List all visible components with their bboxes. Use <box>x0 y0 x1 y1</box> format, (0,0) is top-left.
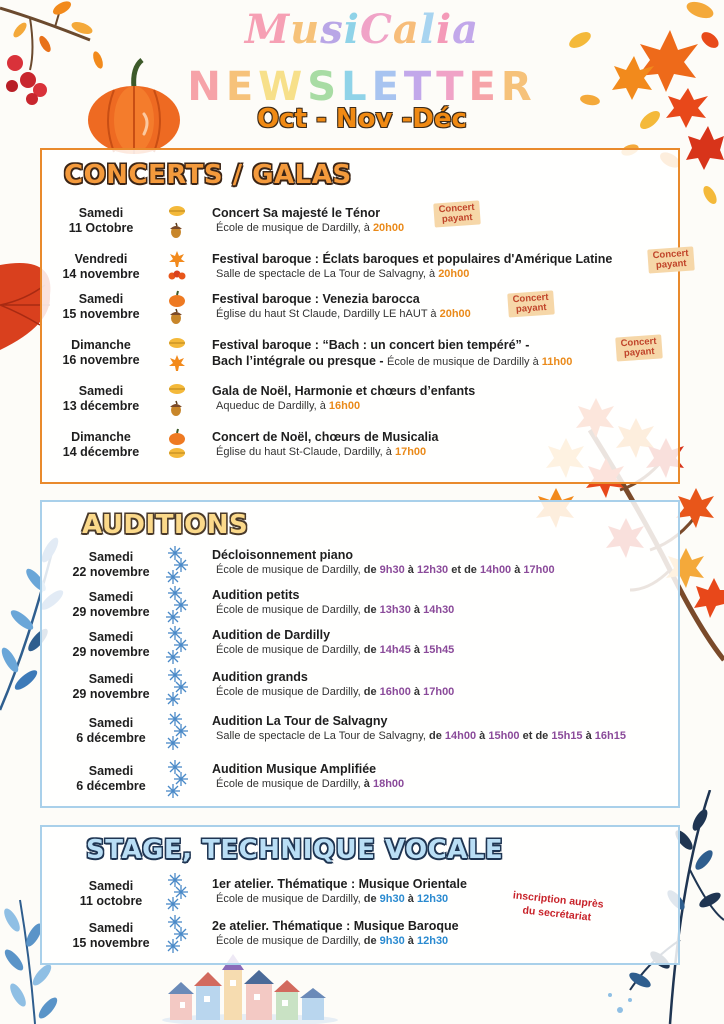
event-date <box>52 630 170 660</box>
event-title: Festival baroque : Venezia barocca <box>212 292 420 306</box>
event-day: Samedi <box>88 764 134 778</box>
event-date <box>52 550 170 580</box>
newsletter-letter: N <box>187 64 226 110</box>
event-day-date: 16 novembre <box>62 353 140 367</box>
event-title: Audition grands <box>212 670 308 684</box>
event-place: École de musique de Dardilly à <box>387 356 542 368</box>
newsletter-letter: R <box>500 64 537 110</box>
event-day: Dimanche <box>71 338 131 352</box>
event-day-date: 14 novembre <box>62 267 140 281</box>
event-location <box>216 446 426 458</box>
brand-letter: l <box>419 6 436 53</box>
event-place: École de musique de Dardilly, <box>216 893 364 905</box>
schedule-connector: de <box>429 730 445 742</box>
brand-letter: a <box>452 6 480 53</box>
event-title: 2e atelier. Thématique : Musique Baroque <box>212 919 459 933</box>
schedule-time: 17h00 <box>523 564 555 576</box>
event-place: École de musique de Dardilly, <box>216 778 364 790</box>
event-title: Concert Sa majesté le Ténor <box>212 206 381 220</box>
brand-letter: s <box>320 6 344 53</box>
newsletter-letter: W <box>258 64 308 110</box>
event-place: École de musique de Dardilly, à <box>216 222 373 234</box>
event-date <box>42 252 160 282</box>
brand-logo <box>0 6 724 53</box>
event-day: Samedi <box>88 630 134 644</box>
schedule-connector: à <box>476 730 489 742</box>
event-date <box>42 384 160 414</box>
schedule-connector: à <box>410 644 424 656</box>
event-location <box>216 778 404 790</box>
event-day-date: 13 décembre <box>62 399 140 413</box>
event-date <box>52 716 170 746</box>
event-date <box>52 764 170 794</box>
schedule-connector: à <box>363 778 373 790</box>
event-day: Vendredi <box>74 252 128 266</box>
schedule-time: 12h30 <box>416 935 449 947</box>
event-date <box>52 879 170 909</box>
event-location <box>216 935 448 947</box>
event-time: 20h00 <box>439 308 471 320</box>
event-day: Samedi <box>88 921 134 935</box>
brand-letter: i <box>343 6 360 53</box>
event-location <box>216 644 454 656</box>
event-date <box>42 430 160 460</box>
schedule-connector: de <box>363 564 380 576</box>
newsletter-letter: E <box>468 64 501 110</box>
leaf-icon <box>168 382 186 401</box>
schedule-time: 18h00 <box>372 778 405 790</box>
schedule-time: 16h00 <box>379 686 411 698</box>
schedule-connector: à <box>511 564 524 576</box>
event-place: École de musique de Dardilly, <box>216 564 364 576</box>
newsletter-letter: T <box>403 64 437 110</box>
event-day: Samedi <box>88 716 134 730</box>
event-place: Aqueduc de Dardilly, à <box>216 400 329 412</box>
event-day-date: 29 novembre <box>72 687 150 701</box>
acorn-icon <box>168 308 184 329</box>
schedule-time: 12h30 <box>416 564 449 576</box>
schedule-time: 14h00 <box>444 730 477 742</box>
event-date <box>52 672 170 702</box>
event-location <box>216 604 454 616</box>
event-date <box>42 338 160 368</box>
event-title: Festival baroque : “Bach : un concert bien tempéré” - <box>212 338 530 352</box>
event-day-date: 6 décembre <box>76 731 146 745</box>
event-place: Salle de spectacle de La Tour de Salvagny, <box>216 730 430 742</box>
event-place: École de musique de Dardilly, <box>216 935 364 947</box>
event-location <box>216 268 469 280</box>
snowflake-icon <box>166 692 180 711</box>
event-title: Audition de Dardilly <box>212 628 331 642</box>
paid-concert-badge: Concert payant <box>647 246 694 273</box>
schedule-connector: de <box>363 935 380 947</box>
schedule-connector: à <box>410 686 424 698</box>
event-location <box>212 354 572 368</box>
event-place: École de musique de Dardilly, <box>216 686 364 698</box>
event-day: Samedi <box>78 292 124 306</box>
stage-section <box>40 825 680 965</box>
acorn-icon <box>168 222 184 243</box>
event-day: Samedi <box>78 206 124 220</box>
event-day: Samedi <box>88 550 134 564</box>
event-title: Décloisonnement piano <box>212 548 353 562</box>
event-day-date: 15 novembre <box>72 936 150 950</box>
event-place: Église du haut St-Claude, Dardilly, à <box>216 446 395 458</box>
event-day-date: 11 Octobre <box>68 221 134 235</box>
schedule-time: 17h00 <box>423 686 455 698</box>
paid-concert-badge: Concert payant <box>433 200 480 227</box>
berries-icon <box>168 268 186 286</box>
event-day: Samedi <box>78 384 124 398</box>
schedule-connector: à <box>582 730 595 742</box>
schedule-time: 9h30 <box>379 893 405 905</box>
event-title: Festival baroque : Éclats baroques et populaires d'Amérique Latine <box>212 252 613 266</box>
leaf-icon <box>168 204 186 223</box>
event-day-date: 15 novembre <box>62 307 140 321</box>
event-title: Audition La Tour de Salvagny <box>212 714 388 728</box>
event-day: Samedi <box>88 672 134 686</box>
auditions-title: AUDITIONS <box>82 510 249 540</box>
event-title-line2: Bach l’intégrale ou presque - <box>212 354 388 368</box>
schedule-time: 14h30 <box>423 604 455 616</box>
event-day-date: 6 décembre <box>76 779 146 793</box>
schedule-connector: et de <box>448 564 480 576</box>
event-location <box>216 686 454 698</box>
paid-concert-badge: Concert payant <box>507 290 554 317</box>
schedule-time: 15h45 <box>423 644 455 656</box>
event-date <box>42 292 160 322</box>
brand-letter: u <box>290 6 321 53</box>
event-location <box>216 893 448 905</box>
event-day-date: 14 décembre <box>62 445 140 459</box>
leaf-icon <box>168 336 186 355</box>
newsletter-letter: E <box>371 64 404 110</box>
schedule-time: 14h00 <box>479 564 512 576</box>
schedule-time: 9h30 <box>379 935 405 947</box>
event-place: Église du haut St Claude, Dardilly LE hAUT à <box>216 308 440 320</box>
event-day: Samedi <box>88 590 134 604</box>
brand-letter: i <box>435 6 453 53</box>
event-location <box>216 308 471 320</box>
schedule-connector: à <box>410 604 424 616</box>
brand-letter: M <box>244 6 291 53</box>
schedule-connector: de <box>363 644 380 656</box>
event-title: Audition Musique Amplifiée <box>212 762 377 776</box>
event-title: Gala de Noël, Harmonie et chœurs d’enfants <box>212 384 476 398</box>
event-time: 11h00 <box>541 356 573 368</box>
event-location <box>216 730 626 742</box>
event-day: Samedi <box>88 879 134 893</box>
event-day: Dimanche <box>71 430 131 444</box>
newsletter-letter: L <box>341 64 372 110</box>
leaf-icon <box>168 446 186 465</box>
event-title: Concert de Noël, chœurs de Musicalia <box>212 430 439 444</box>
event-time: 16h00 <box>328 400 361 412</box>
event-time: 17h00 <box>394 446 427 458</box>
newsletter-letter: T <box>436 64 469 110</box>
event-title: Audition petits <box>212 588 300 602</box>
concerts-title: CONCERTS / GALAS <box>64 160 352 190</box>
schedule-time: 9h30 <box>379 564 405 576</box>
event-location <box>216 564 555 576</box>
event-date <box>52 590 170 620</box>
schedule-time: 14h45 <box>379 644 411 656</box>
acorn-icon <box>168 400 184 421</box>
maple-leaf-icon <box>168 354 186 377</box>
snowflake-icon <box>166 784 180 803</box>
event-day-date: 22 novembre <box>72 565 150 579</box>
event-place: École de musique de Dardilly, <box>216 604 364 616</box>
schedule-connector: de <box>363 686 380 698</box>
event-day-date: 11 octobre <box>79 894 143 908</box>
snowflake-icon <box>166 897 180 916</box>
snowflake-icon <box>166 736 180 755</box>
event-day-date: 29 novembre <box>72 605 150 619</box>
schedule-connector: à <box>404 893 417 905</box>
event-time: 20h00 <box>438 268 470 280</box>
schedule-connector: de <box>363 604 380 616</box>
concerts-section <box>40 148 689 484</box>
schedule-time: 15h00 <box>488 730 520 742</box>
schedule-connector: à <box>404 564 417 576</box>
newsletter-letter: E <box>225 64 259 110</box>
schedule-connector: à <box>404 935 417 947</box>
snowflake-icon <box>166 939 180 958</box>
schedule-time: 12h30 <box>416 893 449 905</box>
event-location <box>216 222 404 234</box>
schedule-connector: et de <box>519 730 552 742</box>
event-date <box>42 206 160 236</box>
event-title: 1er atelier. Thématique : Musique Orientale <box>212 877 467 891</box>
registration-note: inscription auprès du secrétariat <box>512 889 605 924</box>
schedule-connector: de <box>363 893 380 905</box>
event-date <box>52 921 170 951</box>
auditions-section <box>40 500 680 808</box>
schedule-time: 13h30 <box>379 604 411 616</box>
event-place: Salle de spectacle de La Tour de Salvagny, à <box>216 268 439 280</box>
event-day-date: 29 novembre <box>72 645 150 659</box>
brand-letter: a <box>392 6 420 53</box>
paid-concert-badge: Concert payant <box>615 334 662 361</box>
stage-title: STAGE, TECHNIQUE VOCALE <box>86 835 504 865</box>
event-location <box>216 400 360 412</box>
event-place: École de musique de Dardilly, <box>216 644 364 656</box>
schedule-time: 15h15 <box>551 730 583 742</box>
snowflake-icon <box>166 650 180 669</box>
brand-letter: C <box>360 6 393 53</box>
schedule-time: 16h15 <box>594 730 626 742</box>
event-time: 20h00 <box>372 222 405 234</box>
newsletter-letter: S <box>307 64 342 110</box>
period-heading: Oct - Nov -Déc <box>257 104 467 134</box>
